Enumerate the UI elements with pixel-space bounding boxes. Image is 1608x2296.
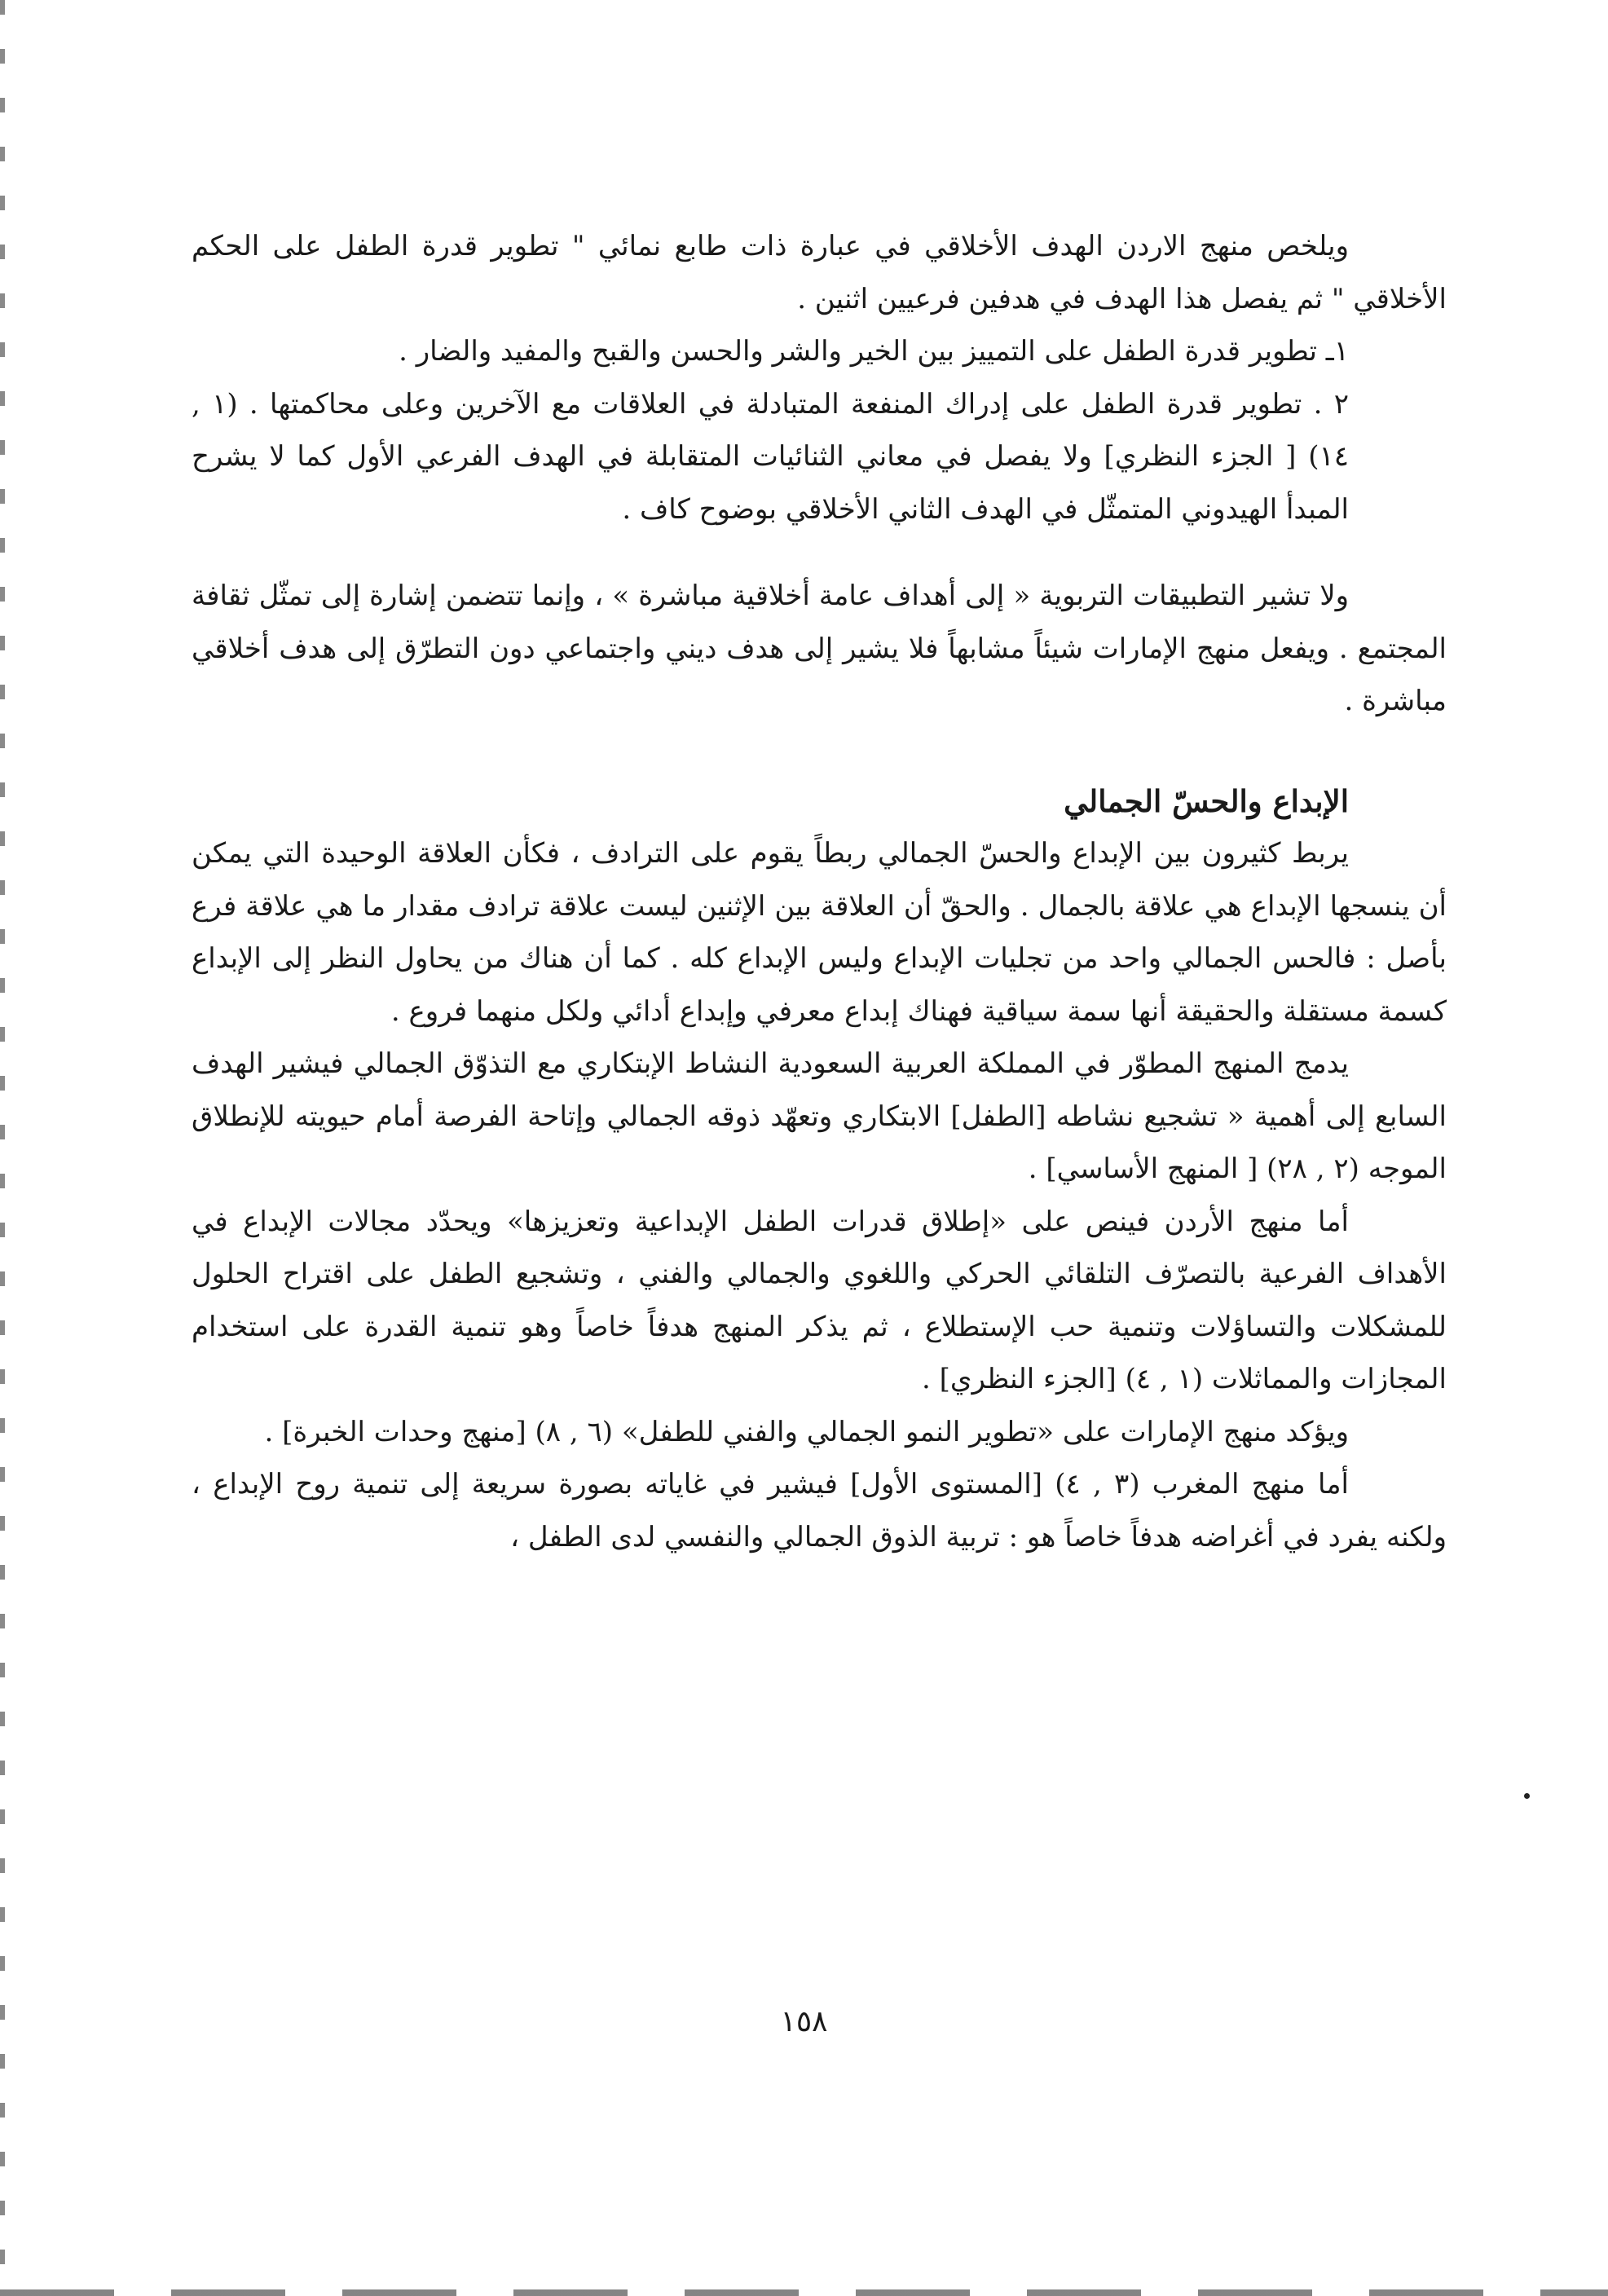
list-item-2: ٢ . تطوير قدرة الطفل على إدراك المنفعة المتبادلة في العلاقات مع الآخرين وعلى محاكمتها . (١ , ١٤) [ الجزء النظري] ولا يفصل في معاني الثنائيات المتقابلة في الهدف الفرعي الأول كما لا يشرح المبدأ الهيدوني المتمثّل في الهدف الثاني الأخلاقي بوضوح كاف . bbox=[192, 387, 1349, 526]
paragraph-creativity: يربط كثيرون بين الإبداع والحسّ الجمالي ربطاً يقوم على الترادف ، فكأن العلاقة الوحيدة التي يمكن أن ينسجها الإبداع هي علاقة بالجمال . والحقّ أن العلاقة بين الإثنين ليست علاقة ترادف مقدار ما هي علاقة فرع بأصل : فالحس الجمالي واحد من تجليات الإبداع وليس الإبداع كله . كما أن هناك من يحاول النظر إلى الإبداع كسمة مستقلة والحقيقة أنها سمة سياقية فهناك إبداع معرفي وإبداع أدائي ولكل منهما فروع . bbox=[192, 837, 1447, 1028]
section-heading: الإبداع والحسّ الجمالي bbox=[1064, 782, 1349, 819]
scan-dot bbox=[1524, 1793, 1530, 1799]
page-number: ١٥٨ bbox=[780, 2005, 828, 2038]
paragraph-intro: ويلخص منهج الاردن الهدف الأخلاقي في عبارة ذات طابع نمائي " تطوير قدرة الطفل على الحكم الأخلاقي " ثم يفصل هذا الهدف في هدفين فرعيين اثنين . bbox=[192, 230, 1447, 315]
list-item-1: ١ـ تطوير قدرة الطفل على التمييز بين الخير والشر والحسن والقبح والمفيد والضار . bbox=[399, 335, 1349, 368]
paragraph-morocco-curriculum: أما منهج المغرب (٣ , ٤) [المستوى الأول] فيشير في غاياته بصورة سريعة إلى تنمية روح الإبداع ، ولكنه يفرد في أغراضه هدفاً خاصاً هو : تربية الذوق الجمالي والنفسي لدى الطفل ، bbox=[192, 1468, 1447, 1553]
paragraph-emirates-curriculum: ويؤكد منهج الإمارات على «تطوير النمو الجمالي والفني للطفل» (٦ , ٨) [منهج وحدات الخبرة] . bbox=[264, 1415, 1349, 1448]
paragraph-jordan-curriculum: أما منهج الأردن فينص على «إطلاق قدرات الطفل الإبداعية وتعزيزها» ويحدّد مجالات الإبداع في الأهداف الفرعية بالتصرّف التلقائي الحركي واللغوي والجمالي والفني ، وتشجيع الطفل على اقتراح الحلول للمشكلات والتساؤلات وتنمية حب الإستطلاع ، ثم يذكر المنهج هدفاً خاصاً وهو تنمية القدرة على استخدام المجازات والمماثلات (١ , ٤) [الجزء النظري] . bbox=[192, 1205, 1447, 1395]
scan-edge-bottom bbox=[0, 2289, 1608, 2296]
paragraph-applications: ولا تشير التطبيقات التربوية « إلى أهداف عامة أخلاقية مباشرة » ، وإنما تتضمن إشارة إلى تمثّل ثقافة المجتمع . ويفعل منهج الإمارات شيئاً مشابهاً فلا يشير إلى هدف ديني واجتماعي دون التطرّق إلى هدف أخلاقي مباشرة . bbox=[192, 580, 1447, 717]
scan-edge-left bbox=[0, 0, 5, 2296]
paragraph-saudi-curriculum: يدمج المنهج المطوّر في المملكة العربية السعودية النشاط الإبتكاري مع التذوّق الجمالي فيشير الهدف السابع إلى أهمية « تشجيع نشاطه [الطفل] الابتكاري وتعهّد ذوقه الجمالي وإتاحة الفرصة أمام حيويته للإنطلاق الموجه (٢ , ٢٨) [ المنهج الأساسي] . bbox=[192, 1047, 1447, 1185]
body-text bbox=[192, 220, 1447, 1563]
